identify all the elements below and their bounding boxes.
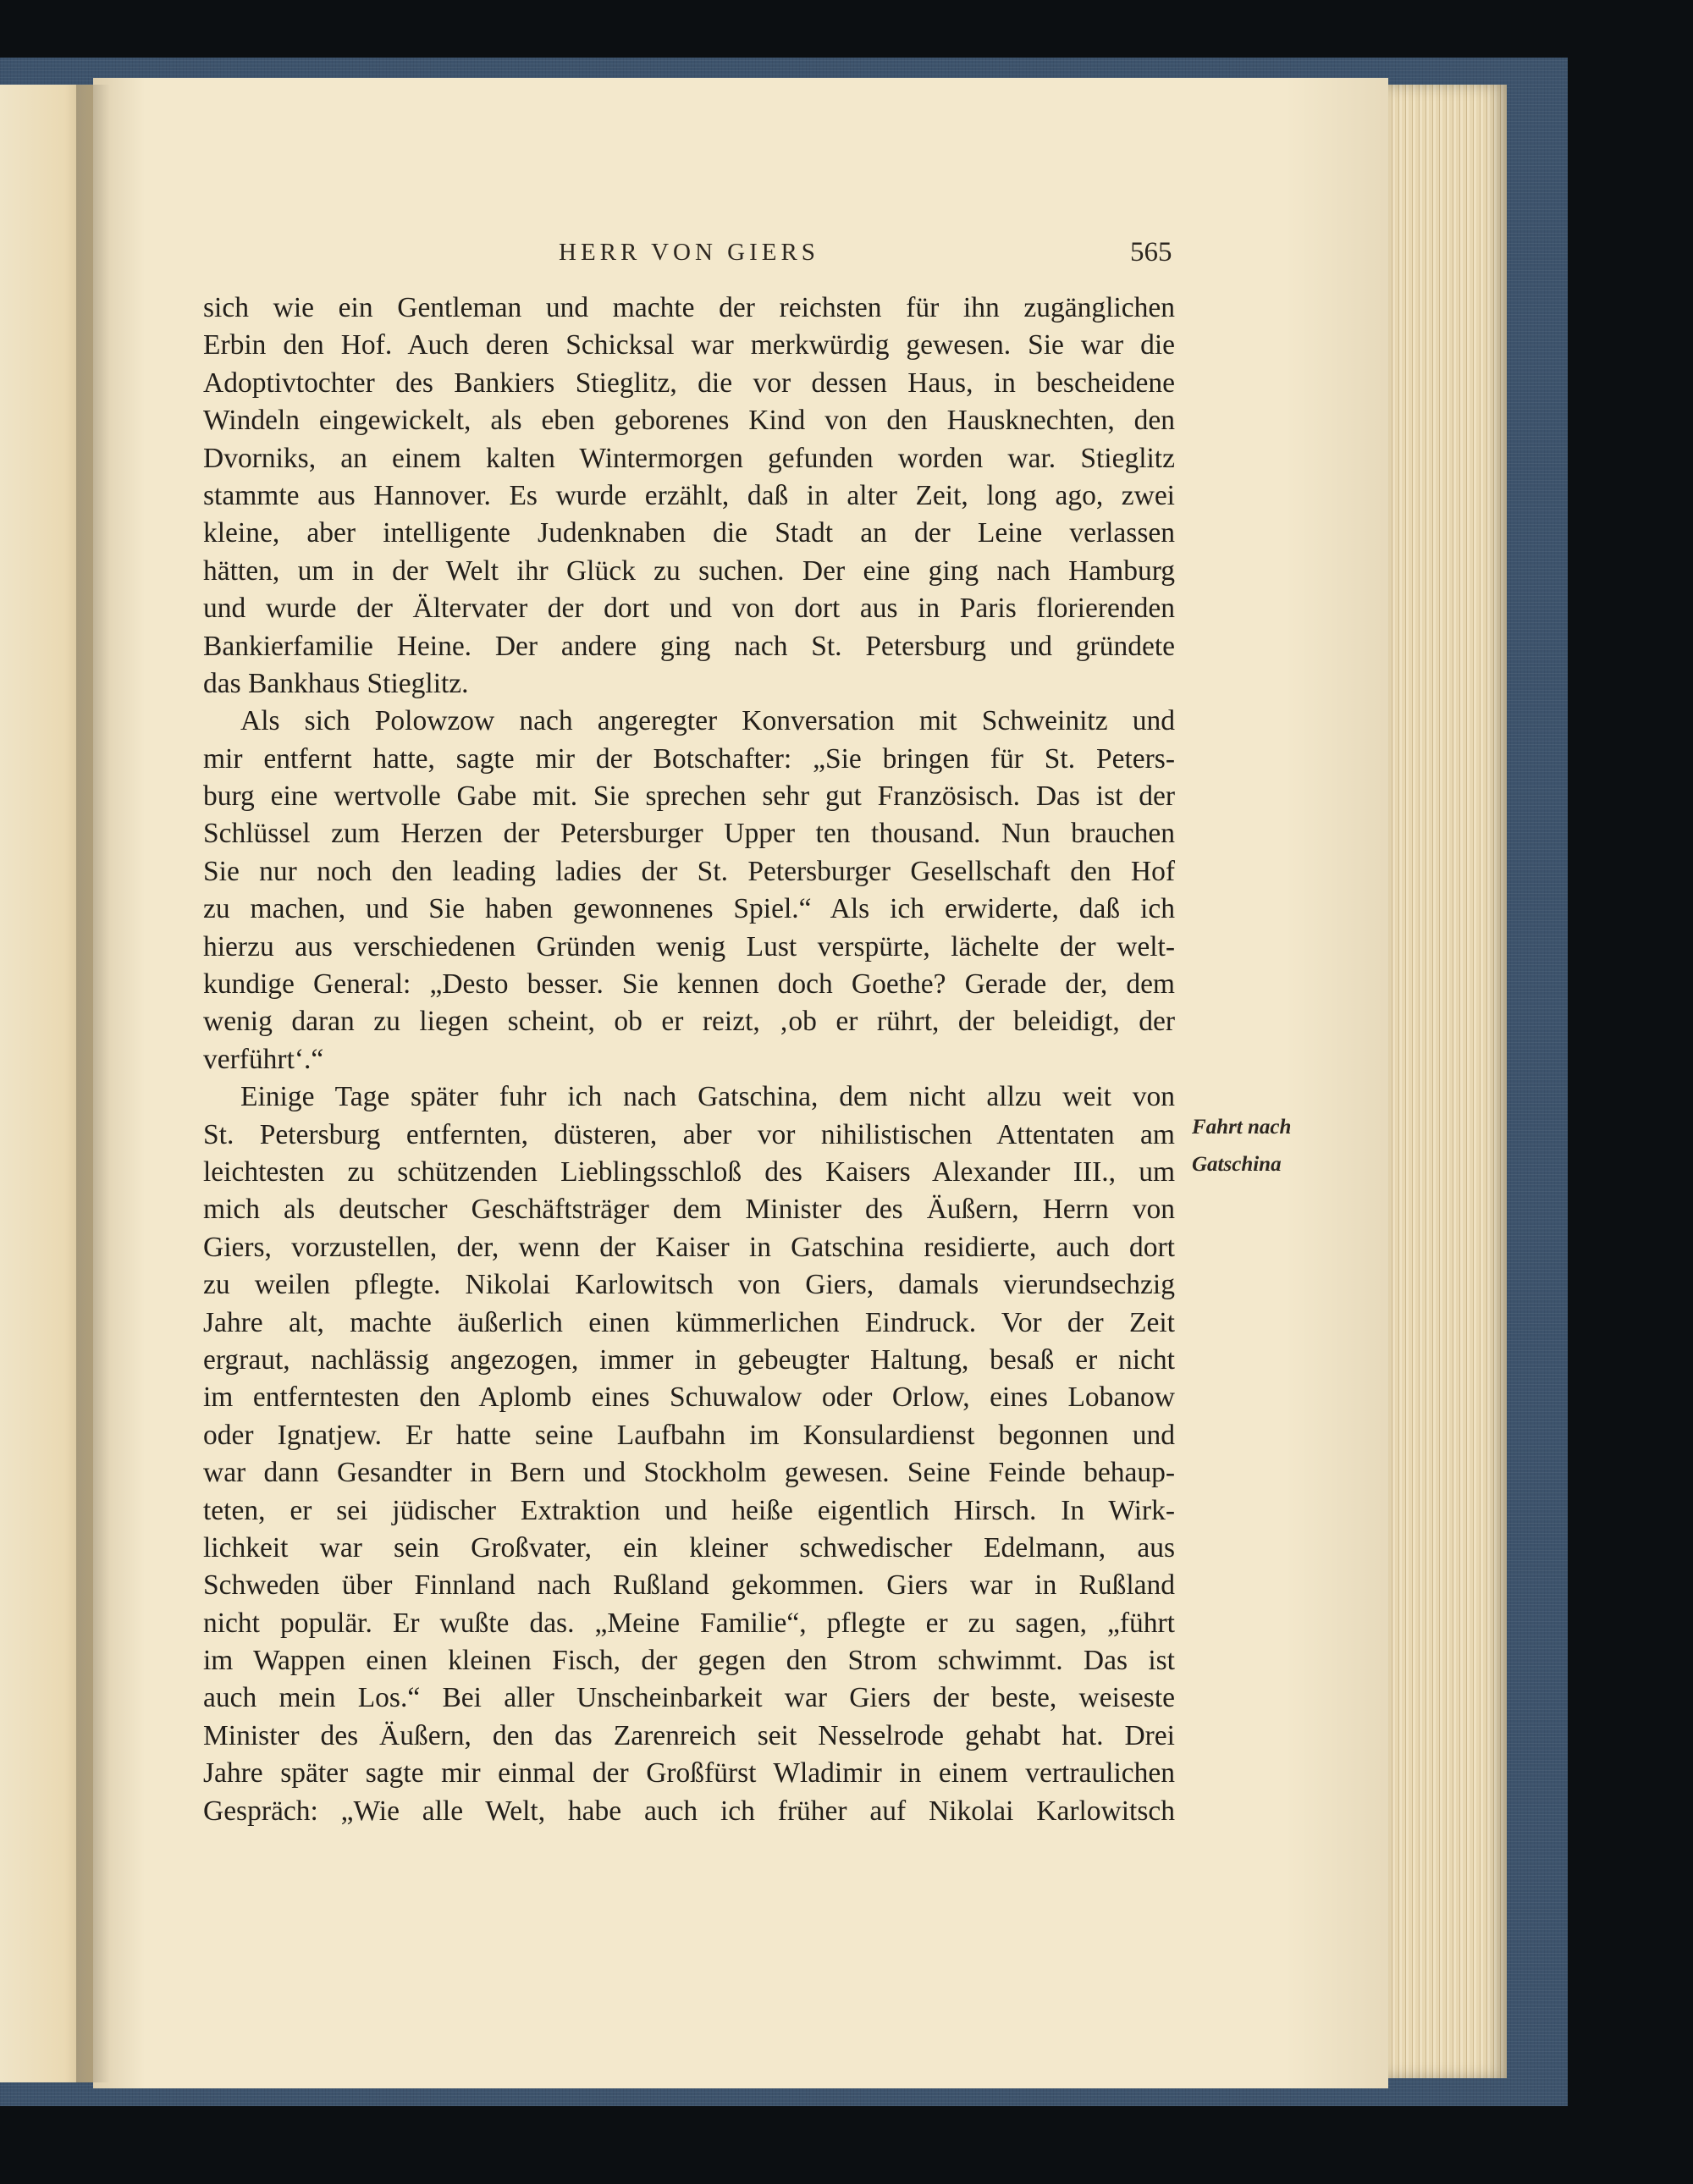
text-line: Gespräch: „Wie alle Welt, habe auch ich früher auf Nikolai Karlowitsch [203, 1795, 1175, 1827]
text-line: Dvorniks, an einem kalten Wintermorgen gefunden worden war. Stieglitz [203, 442, 1175, 474]
text-line: im Wappen einen kleinen Fisch, der gegen den Strom schwimmt. Das ist [203, 1645, 1175, 1677]
running-head: HERR VON GIERS [559, 239, 819, 266]
text-line: zu weilen pflegte. Nikolai Karlowitsch von Giers, damals vierundsechzig [203, 1269, 1175, 1301]
text-line: Erbin den Hof. Auch deren Schicksal war merkwürdig gewesen. Sie war die [203, 329, 1175, 361]
text-line: verführt‘.“ [203, 1043, 324, 1075]
text-line: hierzu aus verschiedenen Gründen wenig Lust verspürte, lächelte der welt- [203, 930, 1175, 962]
text-line: Minister des Äußern, den das Zarenreich seit Nesselrode gehabt hat. Drei [203, 1719, 1175, 1751]
text-line: kundige General: „Desto besser. Sie kennen doch Goethe? Gerade der, dem [203, 968, 1175, 1001]
text-line: und wurde der Ältervater der dort und von dort aus in Paris florierenden [203, 593, 1175, 625]
marginal-note-line: Gatschina [1192, 1153, 1282, 1177]
text-line: Bankierfamilie Heine. Der andere ging nach St. Petersburg und gründete [203, 630, 1175, 662]
text-line: Schweden über Finnland nach Rußland gekommen. Giers war in Rußland [203, 1569, 1175, 1602]
text-line: Als sich Polowzow nach angeregter Konversation mit Schweinitz und [240, 705, 1175, 737]
text-line: zu machen, und Sie haben gewonnenes Spiel.“ Als ich erwiderte, daß ich [203, 893, 1175, 925]
paragraph [203, 290, 1175, 703]
body-text [203, 290, 1175, 1830]
text-line: das Bankhaus Stieglitz. [203, 667, 469, 699]
text-line: Einige Tage später fuhr ich nach Gatschina, dem nicht allzu weit von [240, 1081, 1175, 1113]
text-line: St. Petersburg entfernten, düsteren, aber vor nihilistischen Attentaten am [203, 1118, 1175, 1150]
marginal-note-line: Fahrt nach [1192, 1116, 1292, 1139]
text-line: sich wie ein Gentleman und machte der reichsten für ihn zugänglichen [203, 292, 1175, 323]
text-line: stammte aus Hannover. Es wurde erzählt, daß in alter Zeit, long ago, zwei [203, 479, 1175, 511]
text-line: wenig daran zu liegen scheint, ob er reizt, ‚ob er rührt, der beleidigt, der [203, 1006, 1175, 1038]
book-gutter [76, 85, 110, 2082]
text-line: war dann Gesandter in Bern und Stockholm gewesen. Seine Feinde behaup- [203, 1457, 1175, 1489]
text-line: nicht populär. Er wußte das. „Meine Familie“, pflegte er zu sagen, „führt [203, 1607, 1175, 1639]
marginal-note [1192, 1109, 1344, 1184]
text-line: kleine, aber intelligente Judenknaben die Stadt an der Leine verlassen [203, 517, 1175, 549]
paragraph [203, 703, 1175, 1078]
text-line: im entferntesten den Aplomb eines Schuwalow oder Orlow, eines Lobanow [203, 1382, 1175, 1414]
text-line: lichkeit war sein Großvater, ein kleiner schwedischer Edelmann, aus [203, 1531, 1175, 1564]
text-line: hätten, um in der Welt ihr Glück zu suchen. Der eine ging nach Hamburg [203, 554, 1175, 587]
text-line: ergraut, nachlässig angezogen, immer in gebeugter Haltung, besaß er nicht [203, 1343, 1175, 1376]
paragraph [203, 1078, 1175, 1830]
text-line: oder Ignatjew. Er hatte seine Laufbahn im Konsulardienst begonnen und [203, 1419, 1175, 1451]
text-line: teten, er sei jüdischer Extraktion und heiße eigentlich Hirsch. In Wirk- [203, 1494, 1175, 1526]
text-line: burg eine wertvolle Gabe mit. Sie sprechen sehr gut Französisch. Das ist der [203, 780, 1175, 813]
text-line: mir entfernt hatte, sagte mir der Botschafter: „Sie bringen für St. Peters- [203, 742, 1175, 775]
text-line: Schlüssel zum Herzen der Petersburger Upper ten thousand. Nun brauchen [203, 818, 1175, 850]
text-line: Sie nur noch den leading ladies der St. Petersburger Gesellschaft den Hof [203, 855, 1175, 887]
text-line: Jahre alt, machte äußerlich einen kümmerlichen Eindruck. Vor der Zeit [203, 1306, 1175, 1338]
text-line: Jahre später sagte mir einmal der Großfürst Wladimir in einem vertraulichen [203, 1757, 1175, 1790]
page-edges [1388, 85, 1507, 2078]
text-line: Adoptivtochter des Bankiers Stieglitz, die vor dessen Haus, in bescheidene [203, 367, 1175, 399]
text-line: mich als deutscher Geschäftsträger dem Minister des Äußern, Herrn von [203, 1194, 1175, 1226]
text-line: Giers, vorzustellen, der, wenn der Kaiser in Gatschina residierte, auch dort [203, 1231, 1175, 1263]
text-line: auch mein Los.“ Bei aller Unscheinbarkeit war Giers der beste, weiseste [203, 1682, 1175, 1714]
text-line: Windeln eingewickelt, als eben geborenes Kind von den Hausknechten, den [203, 405, 1175, 437]
text-line: leichtesten zu schützenden Lieblingsschloß des Kaisers Alexander III., um [203, 1155, 1175, 1188]
page-number: 565 [1130, 237, 1172, 267]
